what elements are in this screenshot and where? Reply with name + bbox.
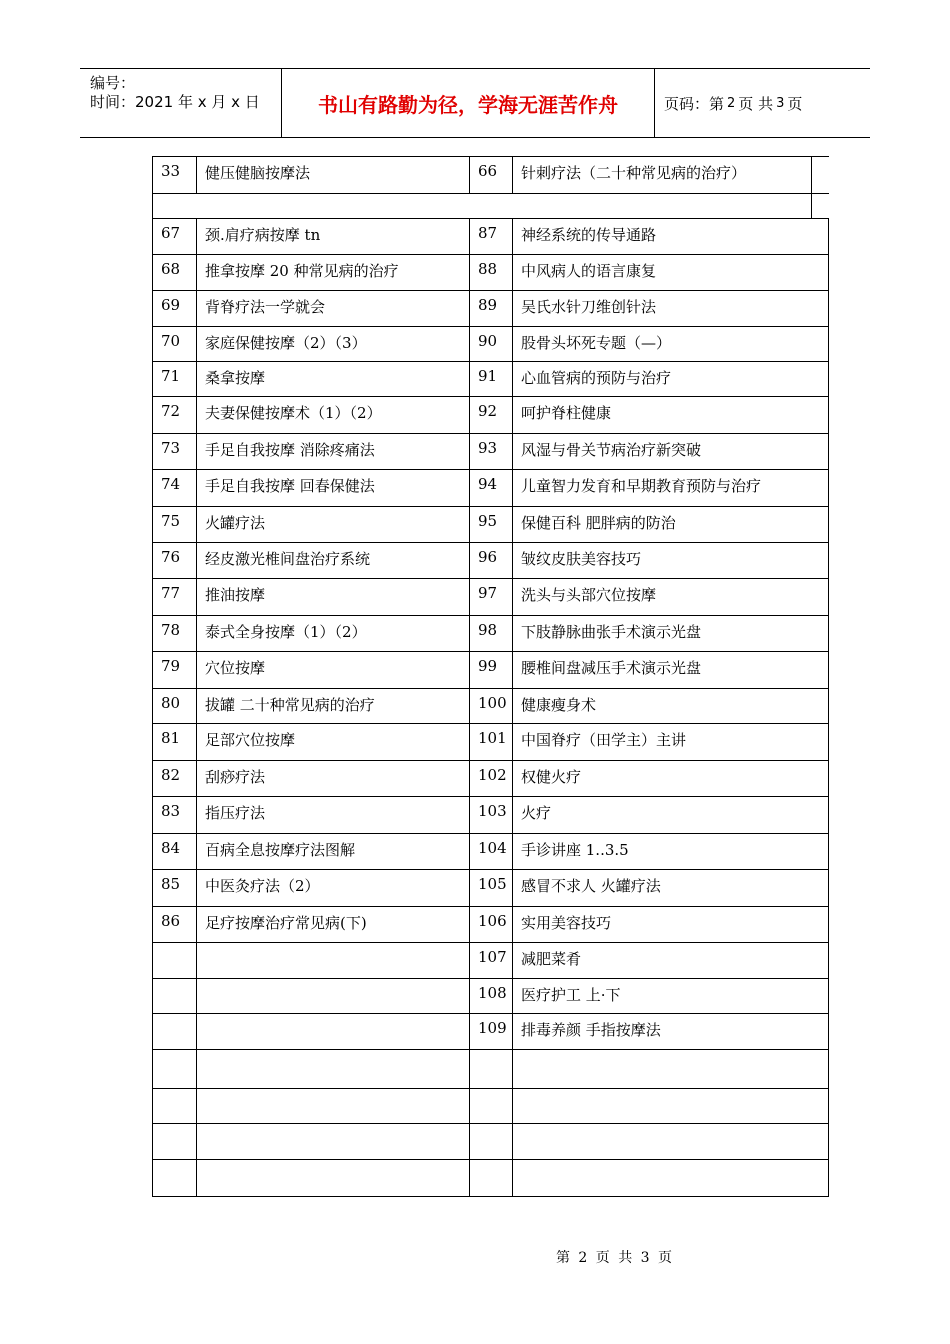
item-title: 风湿与骨关节病治疗新突破 <box>513 434 829 470</box>
item-number: 82 <box>153 761 197 797</box>
item-number: 80 <box>153 689 197 724</box>
item-number <box>153 1050 197 1089</box>
item-title: 神经系统的传导通路 <box>513 219 829 255</box>
item-title: 推拿按摩 20 种常见病的治疗 <box>197 255 470 291</box>
item-title <box>197 1014 470 1050</box>
item-title: 针刺疗法（二十种常见病的治疗） <box>513 157 829 194</box>
item-title: 指压疗法 <box>197 797 470 834</box>
table-row <box>153 652 829 689</box>
item-number: 78 <box>153 616 197 652</box>
item-title: 感冒不求人 火罐疗法 <box>513 870 829 907</box>
item-number: 69 <box>153 291 197 327</box>
table-row <box>153 507 829 543</box>
item-title: 桑拿按摩 <box>197 362 470 397</box>
item-title: 推油按摩 <box>197 579 470 616</box>
item-title: 穴位按摩 <box>197 652 470 689</box>
item-title: 手足自我按摩 回春保健法 <box>197 470 470 507</box>
item-title: 经皮激光椎间盘治疗系统 <box>197 543 470 579</box>
table-row <box>153 834 829 870</box>
table-row <box>153 434 829 470</box>
item-number: 105 <box>470 870 513 907</box>
item-number <box>153 1014 197 1050</box>
item-title: 实用美容技巧 <box>513 907 829 943</box>
table-row <box>153 907 829 943</box>
item-title <box>513 1124 829 1160</box>
item-title: 洗头与头部穴位按摩 <box>513 579 829 616</box>
item-title: 夫妻保健按摩术（1）（2） <box>197 397 470 434</box>
table-row <box>153 1124 829 1160</box>
item-number: 86 <box>153 907 197 943</box>
item-title: 儿童智力发育和早期教育预防与治疗 <box>513 470 829 507</box>
item-title: 皱纹皮肤美容技巧 <box>513 543 829 579</box>
date-label: 时间：2021 年 x 月 x 日 <box>90 93 260 111</box>
item-title <box>197 1124 470 1160</box>
table-row <box>153 291 829 327</box>
table-row <box>153 1050 829 1089</box>
page-info-prefix: 页码：第 <box>664 94 725 113</box>
item-number: 67 <box>153 219 197 255</box>
item-number <box>153 1160 197 1197</box>
item-number: 33 <box>153 157 197 194</box>
header-page-info <box>664 69 802 137</box>
header-motto: 书山有路勤为径，学海无涯苦作舟 <box>282 69 655 137</box>
table-row <box>153 327 829 362</box>
item-number: 104 <box>470 834 513 870</box>
item-number <box>153 979 197 1014</box>
spacer-cell <box>153 194 829 219</box>
table-row <box>153 255 829 291</box>
item-number: 79 <box>153 652 197 689</box>
item-number: 73 <box>153 434 197 470</box>
table-row <box>153 397 829 434</box>
item-number <box>470 1160 513 1197</box>
item-number <box>470 1050 513 1089</box>
table-row <box>153 616 829 652</box>
item-title: 中风病人的语言康复 <box>513 255 829 291</box>
item-title <box>197 979 470 1014</box>
item-title: 健压健脑按摩法 <box>197 157 470 194</box>
item-title: 泰式全身按摩（1）（2） <box>197 616 470 652</box>
item-number: 107 <box>470 943 513 979</box>
item-number: 99 <box>470 652 513 689</box>
item-title: 排毒养颜 手指按摩法 <box>513 1014 829 1050</box>
item-title <box>513 1160 829 1197</box>
item-title: 足部穴位按摩 <box>197 724 470 761</box>
item-title <box>197 1089 470 1124</box>
table-row <box>153 219 829 255</box>
item-number: 100 <box>470 689 513 724</box>
page-header <box>80 68 870 138</box>
page-total: 3 <box>776 95 785 111</box>
item-title: 减肥菜肴 <box>513 943 829 979</box>
item-number: 89 <box>470 291 513 327</box>
item-title: 腰椎间盘减压手术演示光盘 <box>513 652 829 689</box>
table-row <box>153 870 829 907</box>
item-number: 72 <box>153 397 197 434</box>
table-row <box>153 543 829 579</box>
item-number: 87 <box>470 219 513 255</box>
table-row <box>153 797 829 834</box>
item-number: 77 <box>153 579 197 616</box>
item-number <box>470 1089 513 1124</box>
item-title: 中医灸疗法（2） <box>197 870 470 907</box>
item-number <box>153 1124 197 1160</box>
item-title: 心血管病的预防与治疗 <box>513 362 829 397</box>
item-number: 70 <box>153 327 197 362</box>
table-row <box>153 157 829 194</box>
table-row <box>153 943 829 979</box>
number-label: 编号： <box>90 74 136 92</box>
item-number: 84 <box>153 834 197 870</box>
item-title: 颈.肩疗病按摩 tn <box>197 219 470 255</box>
item-number: 103 <box>470 797 513 834</box>
item-title: 下肢静脉曲张手术演示光盘 <box>513 616 829 652</box>
page-info-mid: 页 共 <box>738 94 774 113</box>
item-title: 背脊疗法一学就会 <box>197 291 470 327</box>
item-title: 中国脊疗（田学主）主讲 <box>513 724 829 761</box>
item-number <box>470 1124 513 1160</box>
item-number <box>153 1089 197 1124</box>
table-row <box>153 689 829 724</box>
item-title: 火罐疗法 <box>197 507 470 543</box>
item-number: 91 <box>470 362 513 397</box>
item-title: 医疗护工 上·下 <box>513 979 829 1014</box>
item-title <box>197 1160 470 1197</box>
item-title: 健康瘦身术 <box>513 689 829 724</box>
item-number: 96 <box>470 543 513 579</box>
item-number: 74 <box>153 470 197 507</box>
item-number: 97 <box>470 579 513 616</box>
table-row <box>153 470 829 507</box>
item-number: 108 <box>470 979 513 1014</box>
item-title: 百病全息按摩疗法图解 <box>197 834 470 870</box>
item-number: 101 <box>470 724 513 761</box>
item-title: 股骨头坏死专题（—） <box>513 327 829 362</box>
table-row <box>153 1014 829 1050</box>
item-title: 火疗 <box>513 797 829 834</box>
item-number: 66 <box>470 157 513 194</box>
item-title: 拔罐 二十种常见病的治疗 <box>197 689 470 724</box>
item-title: 家庭保健按摩（2）（3） <box>197 327 470 362</box>
table-row <box>153 579 829 616</box>
item-title: 保健百科 肥胖病的防治 <box>513 507 829 543</box>
item-title <box>197 943 470 979</box>
item-number: 71 <box>153 362 197 397</box>
item-title: 手诊讲座 1..3.5 <box>513 834 829 870</box>
item-number: 76 <box>153 543 197 579</box>
header-meta <box>80 69 282 137</box>
table-row <box>153 761 829 797</box>
table-row <box>153 1160 829 1197</box>
page-current: 2 <box>727 95 736 111</box>
item-number: 94 <box>470 470 513 507</box>
item-title: 足疗按摩治疗常见病(下) <box>197 907 470 943</box>
item-number: 90 <box>470 327 513 362</box>
item-title: 手足自我按摩 消除疼痛法 <box>197 434 470 470</box>
item-number: 109 <box>470 1014 513 1050</box>
item-number: 75 <box>153 507 197 543</box>
item-title: 吴氏水针刀维创针法 <box>513 291 829 327</box>
table-row <box>153 1089 829 1124</box>
item-number <box>153 943 197 979</box>
table-row <box>153 362 829 397</box>
table-row <box>153 724 829 761</box>
item-number: 83 <box>153 797 197 834</box>
item-number: 92 <box>470 397 513 434</box>
table-spacer-row <box>153 194 829 219</box>
item-title <box>513 1050 829 1089</box>
page-info-suffix: 页 <box>787 94 803 113</box>
item-title <box>197 1050 470 1089</box>
table-row <box>153 979 829 1014</box>
item-title: 呵护脊柱健康 <box>513 397 829 434</box>
item-title: 刮痧疗法 <box>197 761 470 797</box>
item-number: 102 <box>470 761 513 797</box>
item-number: 81 <box>153 724 197 761</box>
item-number: 85 <box>153 870 197 907</box>
item-number: 106 <box>470 907 513 943</box>
item-title: 权健火疗 <box>513 761 829 797</box>
item-number: 68 <box>153 255 197 291</box>
item-number: 95 <box>470 507 513 543</box>
item-number: 93 <box>470 434 513 470</box>
page-footer: 第 2 页 共 3 页 <box>555 1250 675 1266</box>
item-title <box>513 1089 829 1124</box>
item-number: 88 <box>470 255 513 291</box>
course-list-table <box>152 156 829 1197</box>
item-number: 98 <box>470 616 513 652</box>
